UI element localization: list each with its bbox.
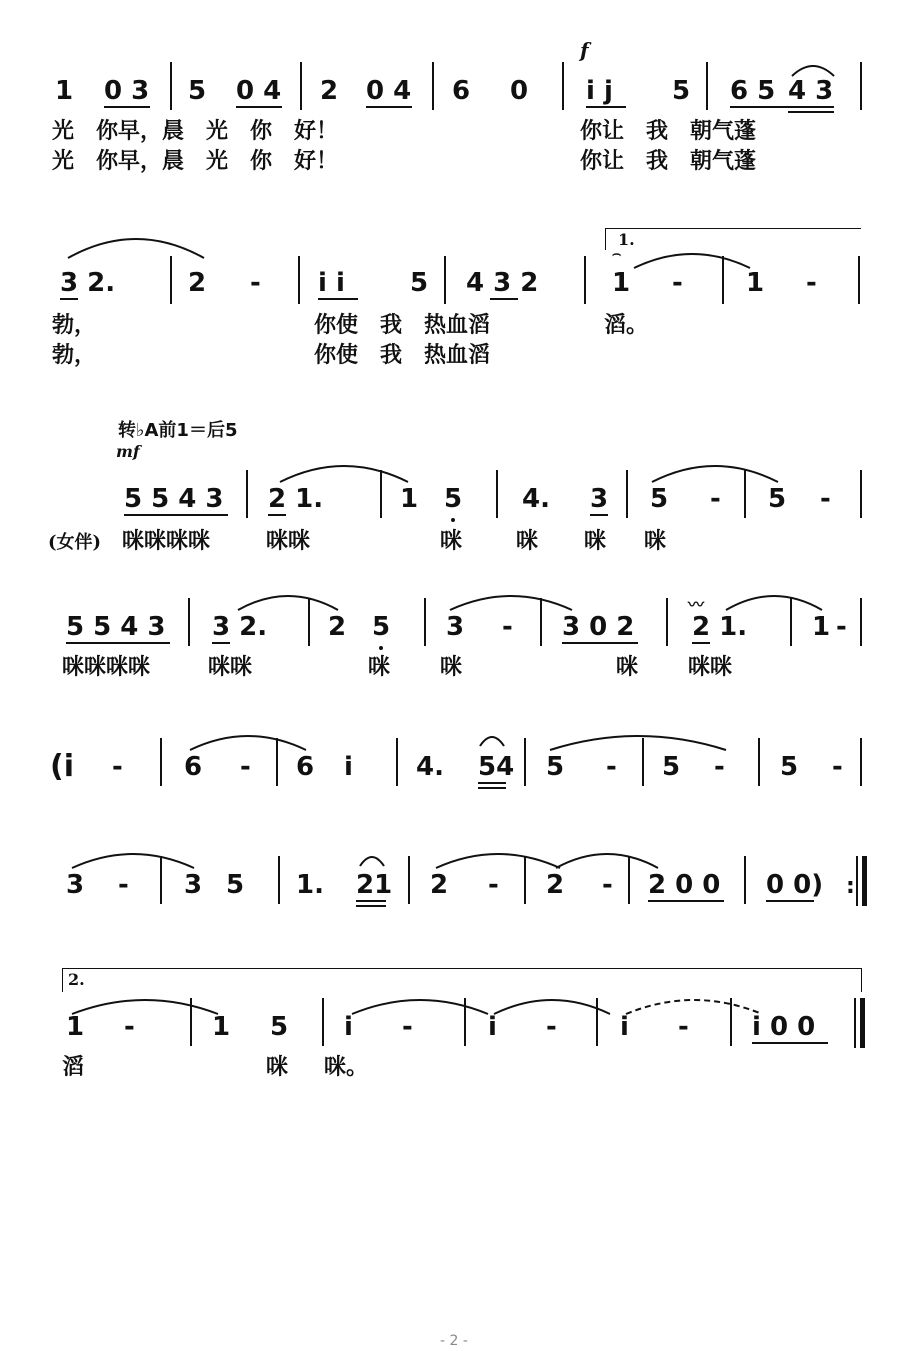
note: 21 [356,870,393,900]
note: 5 5 4 3 [66,612,166,642]
note: 5 [672,76,691,106]
note: - [112,752,123,782]
lyric: 咪 [368,654,391,680]
repeat-dots-icon: : [846,874,855,899]
note: 5 [226,870,245,900]
note: - [118,870,129,900]
note: 5 [768,484,787,514]
note: 3 0 2 [562,612,635,642]
note: - [124,1012,135,1042]
lyric: 咪 [440,528,463,554]
lyric: 滔。 [604,312,649,338]
note: - [820,484,831,514]
lyric: 咪咪 [208,654,253,680]
note: i i [318,268,345,298]
lyric: 勃， [52,312,97,338]
note: 3 [66,870,85,900]
lyric: 咪。 [324,1054,369,1080]
note: 5 [780,752,799,782]
note: 4. [522,484,550,514]
note: - [836,612,847,642]
note: 2 [320,76,339,106]
note: 0 [510,76,529,106]
lyric: 咪 [440,654,463,680]
note: i [488,1012,497,1042]
dynamic-mezzo-forte: mf [116,442,140,461]
note: 0 4 [236,76,282,106]
lyric: 咪 [616,654,639,680]
lyric: 滔 [62,1054,85,1080]
note: 5 [662,752,681,782]
note: 3 [590,484,609,514]
note: 1. [296,870,324,900]
note: 4 3 [788,76,834,106]
page-number: - 2 - [440,1333,468,1349]
note: 3 [446,612,465,642]
note: 2 0 0 [648,870,721,900]
lyric: 勃， [52,342,97,368]
volta-2: 2. [68,970,85,989]
note: 1 [212,1012,231,1042]
note: 1 [812,612,831,642]
fermata-icon: ⌢ [612,246,622,262]
note: 6 [296,752,315,782]
note: 2 1. [692,612,748,642]
note: 5 [372,612,391,642]
note: 6 [184,752,203,782]
note: 4. [416,752,444,782]
accompaniment-label: (女伴) [48,532,102,553]
note: - [710,484,721,514]
lyric: 咪 [516,528,539,554]
note: 3 2. [212,612,268,642]
note: 1 [55,76,74,106]
note: - [250,268,261,298]
lyric: 咪咪咪咪 [122,528,211,554]
dynamic-forte: f [580,38,589,62]
lyric: 咪 [584,528,607,554]
note: 1 [66,1012,85,1042]
volta-1: 1. [618,230,635,249]
note: 2 [430,870,449,900]
note: 6 [452,76,471,106]
note: 5 [188,76,207,106]
key-change: 转♭A前1＝后5 [118,420,238,441]
note: - [678,1012,689,1042]
note: i [344,752,353,782]
note: - [806,268,817,298]
note: 5 [270,1012,289,1042]
lyric: 咪咪 [688,654,733,680]
note: 1 [612,268,631,298]
note: 2 [188,268,207,298]
note: - [832,752,843,782]
note: 6 5 [730,76,776,106]
note: 3 2. [60,268,116,298]
lyric: 你使 我 热血滔 [314,312,491,338]
note: i 0 0 [752,1012,816,1042]
note: - [714,752,725,782]
note: (i [50,749,74,784]
note: 2 1. [268,484,324,514]
note: - [606,752,617,782]
note: - [402,1012,413,1042]
note: - [240,752,251,782]
lyric: 咪 [266,1054,289,1080]
note: i [620,1012,629,1042]
note: 2 [328,612,347,642]
note: - [502,612,513,642]
note: 0 4 [366,76,412,106]
note: - [672,268,683,298]
note: 0 3 [104,76,150,106]
note: 5 [410,268,429,298]
note: i [344,1012,353,1042]
lyric: 你使 我 热血滔 [314,342,491,368]
note: 3 [184,870,203,900]
lyric-line-1b: 你让 我 朝气蓬 [580,118,757,144]
lyric: 咪 [644,528,667,554]
note: 4 3 2 [466,268,539,298]
note: 1 [400,484,419,514]
note: 54 [478,752,515,782]
lyric: 咪咪咪咪 [62,654,151,680]
lyric-line-2: 光 你早，晨 光 你 好！ [52,148,339,174]
note: - [546,1012,557,1042]
lyric: 咪咪 [266,528,311,554]
note: 2 [546,870,565,900]
note: - [602,870,613,900]
mordent-icon: 〰 [688,595,705,614]
note: 5 [650,484,669,514]
note: 5 [546,752,565,782]
lyric-line-2b: 你让 我 朝气蓬 [580,148,757,174]
note: 1 [746,268,765,298]
note: i j [586,76,613,106]
note: 5 [444,484,463,514]
note: 0 0) [766,870,824,900]
note: - [488,870,499,900]
note: 5 5 4 3 [124,484,224,514]
lyric-line-1: 光 你早，晨 光 你 好！ [52,118,339,144]
